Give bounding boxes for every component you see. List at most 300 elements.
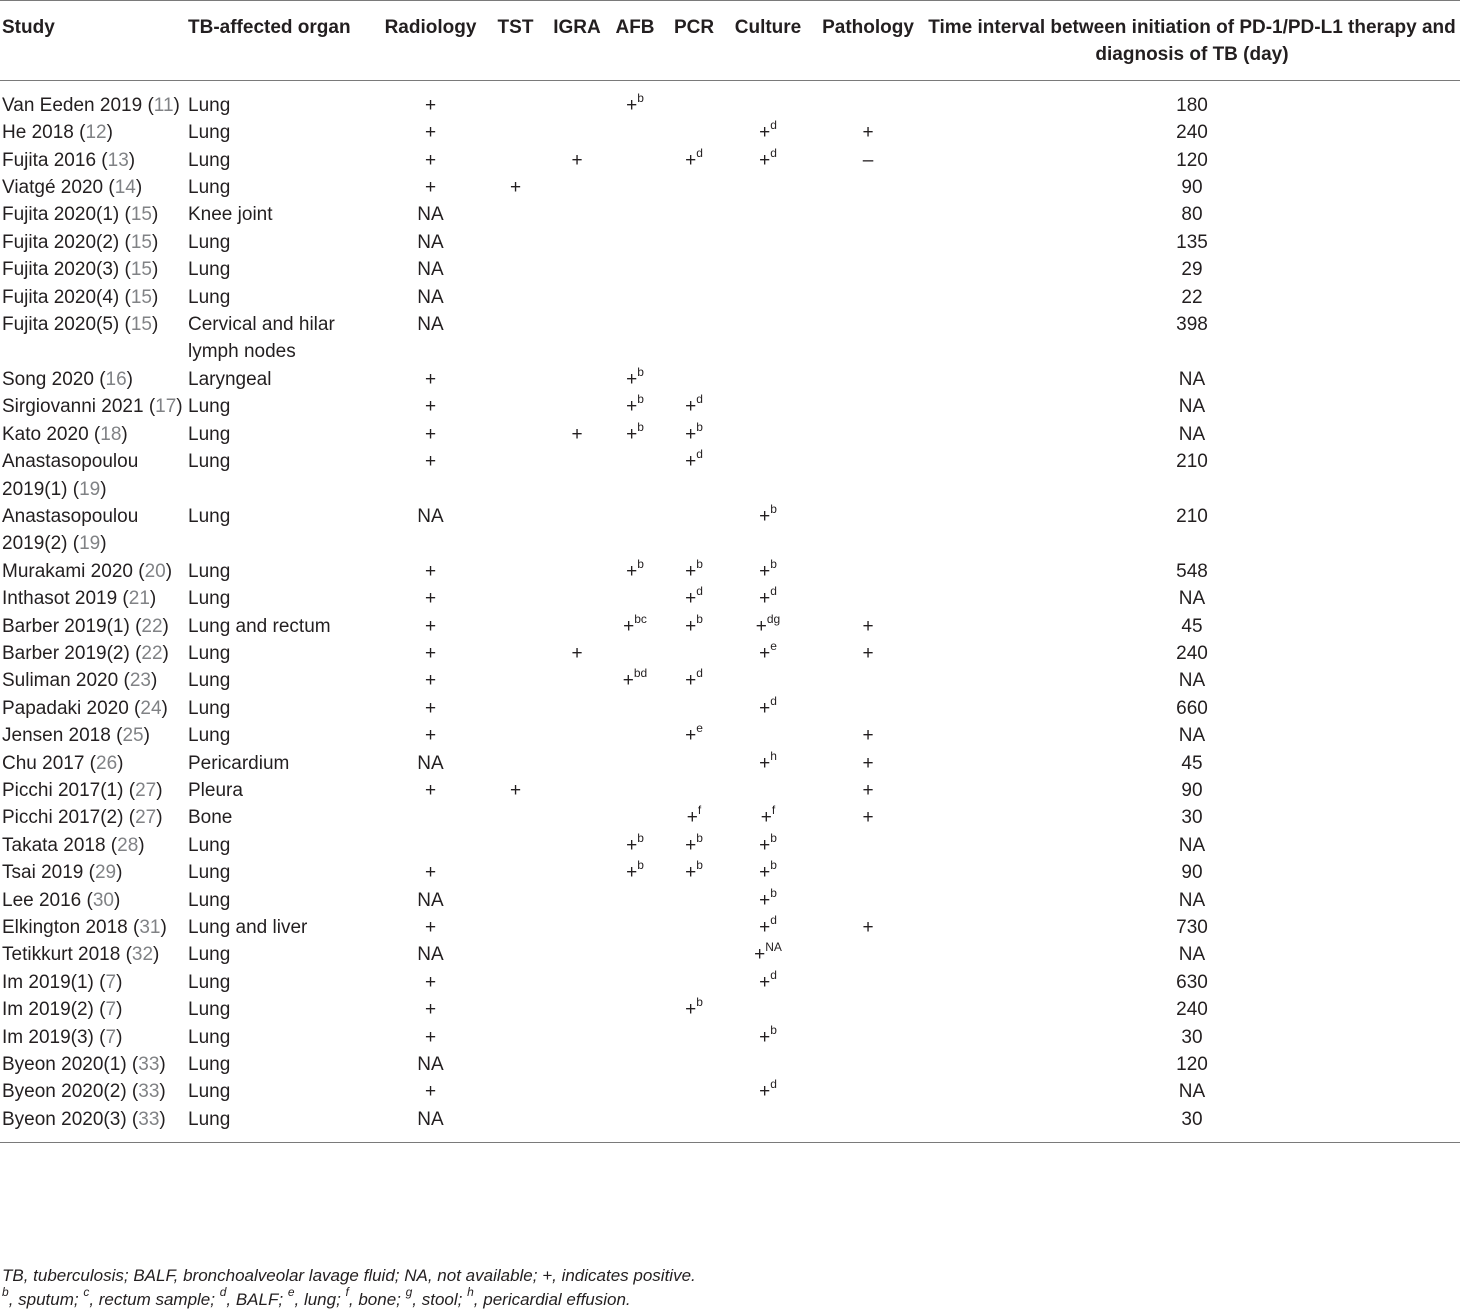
afb-cell	[606, 887, 664, 914]
pathology-cell	[812, 229, 924, 256]
afb-cell	[606, 777, 664, 804]
afb-cell-superscript: b	[637, 858, 644, 873]
afb-cell-value: +	[623, 615, 635, 637]
pathology-cell	[812, 448, 924, 503]
tst-cell	[483, 1078, 548, 1105]
pathology-cell	[812, 256, 924, 283]
afb-cell	[606, 832, 664, 859]
radiology-cell: +	[424, 999, 437, 1021]
tst-cell	[483, 859, 548, 886]
table-row	[0, 201, 1460, 228]
reference-number: 20	[144, 560, 166, 582]
pathology-cell	[812, 503, 924, 558]
culture-cell	[724, 421, 812, 448]
reference-number: 19	[79, 533, 101, 555]
radiology-cell: +	[424, 779, 437, 801]
time-interval-cell: 660	[1176, 697, 1208, 719]
tst-cell	[483, 667, 548, 694]
tst-cell	[483, 311, 548, 366]
radiology-cell: +	[424, 1081, 437, 1103]
culture-cell-value: +	[759, 697, 771, 719]
study-name: Barber 2019(1)	[2, 615, 130, 637]
radiology-cell: NA	[417, 204, 444, 226]
study-cell: Fujita 2020(5) (15)	[2, 314, 159, 336]
table-row	[0, 503, 1460, 558]
time-interval-cell: NA	[1178, 834, 1206, 856]
afb-cell	[606, 1051, 664, 1078]
time-interval-cell: 210	[1176, 451, 1208, 473]
pcr-cell	[664, 201, 724, 228]
afb-cell	[606, 667, 664, 694]
study-name: Fujita 2020(1)	[2, 204, 120, 226]
culture-cell	[724, 832, 812, 859]
time-interval-cell: 45	[1181, 615, 1203, 637]
igra-cell	[548, 1024, 606, 1051]
pcr-cell-value: +	[685, 588, 697, 610]
pathology-cell	[812, 585, 924, 612]
header-radiology: Radiology	[378, 1, 483, 81]
pcr-cell	[664, 969, 724, 996]
time-interval-cell: 548	[1176, 560, 1208, 582]
footnote-marker: f	[345, 1285, 349, 1299]
reference-number: 27	[135, 807, 157, 829]
pathology-cell	[812, 941, 924, 968]
radiology-cell: +	[424, 697, 437, 719]
organ-cell: Lung	[188, 177, 231, 199]
afb-cell-value: +	[626, 560, 638, 582]
afb-cell	[606, 147, 664, 174]
radiology-cell: NA	[417, 752, 444, 774]
pcr-cell-value: +	[685, 862, 697, 884]
table-row	[0, 1106, 1460, 1143]
pathology-cell	[812, 996, 924, 1023]
table-row	[0, 804, 1460, 831]
pcr-cell	[664, 914, 724, 941]
pcr-cell-superscript: d	[696, 666, 703, 681]
reference-number: 17	[155, 396, 177, 418]
afb-cell	[606, 393, 664, 420]
pathology-cell	[812, 201, 924, 228]
time-interval-cell: NA	[1178, 944, 1206, 966]
pcr-cell	[664, 613, 724, 640]
afb-cell	[606, 914, 664, 941]
afb-cell	[606, 503, 664, 558]
study-name: Sirgiovanni 2021	[2, 396, 144, 418]
culture-cell	[724, 667, 812, 694]
table-row	[0, 887, 1460, 914]
reference-number: 30	[92, 889, 114, 911]
reference-number: 18	[100, 423, 122, 445]
pcr-cell-superscript: d	[696, 584, 703, 599]
pathology-cell	[812, 1051, 924, 1078]
tst-cell	[483, 750, 548, 777]
reference-number: 33	[138, 1054, 160, 1076]
igra-cell	[548, 256, 606, 283]
organ-cell: Bone	[188, 807, 233, 829]
radiology-cell: +	[424, 642, 437, 664]
table-row	[0, 256, 1460, 283]
culture-cell-superscript: h	[770, 748, 777, 763]
culture-cell-value: +	[759, 505, 771, 527]
time-interval-cell: 398	[1176, 314, 1208, 336]
time-interval-cell: NA	[1178, 1081, 1206, 1103]
organ-cell: Lung and liver	[188, 917, 308, 938]
igra-cell	[548, 311, 606, 366]
study-name: Barber 2019(2)	[2, 642, 130, 664]
footnote-marker: g	[405, 1285, 413, 1299]
pcr-cell-superscript: b	[696, 858, 703, 873]
reference-number: 7	[105, 971, 117, 993]
culture-cell-value: +	[759, 642, 771, 664]
culture-cell	[724, 558, 812, 585]
study-cell: Papadaki 2020 (24)	[2, 697, 168, 719]
culture-cell-value: +	[759, 1081, 771, 1103]
igra-cell	[548, 750, 606, 777]
organ-cell: Lung	[188, 862, 231, 884]
culture-cell	[724, 366, 812, 393]
culture-cell	[724, 640, 812, 667]
organ-cell: Lung	[188, 423, 231, 445]
study-name: Suliman 2020	[2, 670, 119, 692]
culture-cell	[724, 1051, 812, 1078]
pathology-cell	[812, 366, 924, 393]
time-interval-cell: 730	[1176, 917, 1208, 938]
afb-cell	[606, 750, 664, 777]
culture-cell	[724, 448, 812, 503]
organ-cell: Lung	[188, 286, 231, 308]
afb-cell-superscript: bd	[633, 666, 648, 681]
radiology-cell: NA	[417, 505, 444, 527]
study-cell: Fujita 2020(2) (15)	[2, 231, 159, 253]
pcr-cell	[664, 804, 724, 831]
organ-cell: Lung	[188, 505, 231, 527]
culture-cell-value: +	[759, 862, 771, 884]
culture-cell	[724, 887, 812, 914]
culture-cell	[724, 1078, 812, 1105]
table-row	[0, 1078, 1460, 1105]
igra-cell	[548, 887, 606, 914]
table-row	[0, 640, 1460, 667]
pcr-cell	[664, 119, 724, 146]
pcr-cell-value: +	[685, 451, 697, 473]
organ-cell: Lung	[188, 1081, 231, 1103]
table-row	[0, 996, 1460, 1023]
pathology-cell	[812, 695, 924, 722]
culture-cell-superscript: d	[770, 693, 777, 708]
time-interval-cell: 30	[1181, 1026, 1203, 1048]
table-row	[0, 695, 1460, 722]
time-interval-cell: 30	[1181, 807, 1203, 829]
pcr-cell-value: +	[685, 396, 697, 418]
pathology-cell	[812, 1106, 924, 1143]
reference-number: 28	[117, 834, 139, 856]
pcr-cell	[664, 996, 724, 1023]
time-interval-cell: 45	[1181, 752, 1203, 774]
study-name: Takata 2018	[2, 834, 106, 856]
afb-cell	[606, 201, 664, 228]
pathology-cell: +	[862, 642, 874, 664]
pcr-cell	[664, 667, 724, 694]
reference-number: 33	[138, 1108, 160, 1130]
table-footnotes	[2, 1264, 696, 1312]
afb-cell	[606, 421, 664, 448]
culture-cell	[724, 859, 812, 886]
study-name: Lee 2016	[2, 889, 82, 911]
study-name: He 2018	[2, 122, 74, 144]
study-name: Picchi 2017(2)	[2, 807, 124, 829]
organ-cell: Lung	[188, 697, 231, 719]
time-interval-cell: 90	[1181, 177, 1203, 199]
pcr-cell-superscript: b	[696, 611, 703, 626]
culture-cell-value: +	[759, 917, 771, 938]
igra-cell	[548, 201, 606, 228]
organ-cell: Lung	[188, 231, 231, 253]
table-body	[0, 80, 1460, 1142]
afb-cell	[606, 640, 664, 667]
study-name: Papadaki 2020	[2, 697, 129, 719]
study-name: Byeon 2020(3)	[2, 1108, 127, 1130]
igra-cell	[548, 393, 606, 420]
radiology-cell: +	[424, 149, 437, 171]
table-row	[0, 832, 1460, 859]
afb-cell	[606, 366, 664, 393]
table-row	[0, 667, 1460, 694]
organ-cell: Lung	[188, 1054, 231, 1076]
tst-cell	[483, 941, 548, 968]
footnote-text: , BALF;	[226, 1290, 288, 1309]
header-study: Study	[0, 1, 188, 81]
time-interval-cell: 180	[1176, 94, 1208, 116]
study-name: Tsai 2019	[2, 862, 84, 884]
time-interval-cell: NA	[1178, 725, 1206, 747]
time-interval-cell: NA	[1178, 588, 1206, 610]
study-name: Murakami 2020	[2, 560, 133, 582]
pcr-cell	[664, 503, 724, 558]
table-row	[0, 119, 1460, 146]
pcr-cell	[664, 777, 724, 804]
afb-cell	[606, 941, 664, 968]
study-cell: Picchi 2017(2) (27)	[2, 807, 163, 829]
study-name: Fujita 2020(2)	[2, 231, 120, 253]
footnote-text: , bone;	[348, 1290, 406, 1309]
table-row	[0, 448, 1460, 503]
igra-cell	[548, 80, 606, 119]
pcr-cell-value: +	[685, 725, 697, 747]
afb-cell	[606, 229, 664, 256]
organ-cell: Lung	[188, 122, 231, 144]
culture-cell-superscript: b	[770, 885, 777, 900]
culture-cell-value: +	[759, 122, 771, 144]
footnote-marker: b	[2, 1285, 9, 1299]
header-igra: IGRA	[548, 1, 606, 81]
study-cell: Inthasot 2019 (21)	[2, 588, 157, 610]
time-interval-cell: NA	[1178, 396, 1206, 418]
culture-cell-value: +	[759, 889, 771, 911]
time-interval-cell: NA	[1178, 670, 1206, 692]
culture-cell-superscript: b	[770, 858, 777, 873]
time-interval-cell: NA	[1178, 423, 1206, 445]
pathology-cell: +	[862, 917, 874, 938]
radiology-cell: +	[424, 670, 437, 692]
radiology-cell: +	[424, 725, 437, 747]
culture-cell	[724, 777, 812, 804]
reference-number: 11	[153, 94, 174, 116]
culture-cell	[724, 284, 812, 311]
culture-cell	[724, 914, 812, 941]
reference-number: 15	[130, 231, 152, 253]
study-cell: Elkington 2018 (31)	[2, 917, 167, 938]
igra-cell	[548, 1106, 606, 1143]
footnote-text: , pericardial effusion.	[473, 1290, 631, 1309]
study-name: Byeon 2020(2)	[2, 1081, 127, 1103]
afb-cell	[606, 695, 664, 722]
radiology-cell: +	[424, 177, 437, 199]
study-name: Fujita 2020(3)	[2, 259, 120, 281]
study-name: Im 2019(2)	[2, 999, 94, 1021]
culture-cell	[724, 585, 812, 612]
pathology-cell	[812, 284, 924, 311]
afb-cell-superscript: b	[637, 830, 644, 845]
tst-cell	[483, 996, 548, 1023]
organ-cell: Lung	[188, 259, 231, 281]
pcr-cell	[664, 859, 724, 886]
study-name: Im 2019(3)	[2, 1026, 94, 1048]
afb-cell-superscript: b	[637, 556, 644, 571]
pcr-cell-value: +	[685, 615, 697, 637]
afb-cell	[606, 174, 664, 201]
pcr-cell-value: +	[685, 999, 697, 1021]
footnote-text: , sputum;	[8, 1290, 84, 1309]
organ-cell: Lung	[188, 944, 231, 966]
culture-cell-value: +	[759, 1026, 771, 1048]
pathology-cell: +	[862, 752, 874, 774]
header-pathology: Pathology	[812, 1, 924, 81]
footnote-marker: c	[83, 1285, 90, 1299]
organ-cell: Lung and rectum	[188, 615, 331, 637]
radiology-cell: +	[424, 560, 437, 582]
culture-cell	[724, 174, 812, 201]
study-cell: Sirgiovanni 2021 (17)	[2, 396, 183, 418]
organ-cell: Lung	[188, 451, 231, 473]
tst-cell: +	[509, 177, 522, 199]
pcr-cell	[664, 832, 724, 859]
tst-cell	[483, 804, 548, 831]
pcr-cell-value: +	[685, 670, 697, 692]
pcr-cell	[664, 640, 724, 667]
study-cell: Song 2020 (16)	[2, 368, 133, 390]
pcr-cell	[664, 256, 724, 283]
tst-cell	[483, 284, 548, 311]
table-row	[0, 147, 1460, 174]
afb-cell	[606, 613, 664, 640]
organ-cell: Cervical and hilar lymph nodes	[188, 314, 335, 363]
organ-cell: Lung	[188, 999, 231, 1021]
igra-cell	[548, 448, 606, 503]
radiology-cell: +	[424, 368, 437, 390]
pcr-cell	[664, 174, 724, 201]
pcr-cell-value: +	[685, 834, 697, 856]
pcr-cell-value: +	[686, 807, 698, 829]
culture-cell	[724, 804, 812, 831]
radiology-cell: +	[424, 615, 437, 637]
reference-number: 25	[122, 725, 144, 747]
pathology-cell	[812, 887, 924, 914]
organ-cell: Lung	[188, 725, 231, 747]
culture-cell-value: +	[759, 971, 771, 993]
afb-cell	[606, 256, 664, 283]
afb-cell	[606, 969, 664, 996]
study-name: Jensen 2018	[2, 725, 111, 747]
radiology-cell	[378, 804, 483, 831]
igra-cell	[548, 558, 606, 585]
pathology-cell	[812, 1078, 924, 1105]
culture-cell	[724, 256, 812, 283]
afb-cell-superscript: b	[637, 90, 644, 105]
pathology-cell	[812, 832, 924, 859]
pathology-cell: +	[862, 779, 874, 801]
study-cell: Barber 2019(1) (22)	[2, 615, 169, 637]
organ-cell: Lung	[188, 889, 231, 911]
study-name: Fujita 2020(5)	[2, 314, 120, 336]
study-cell: Im 2019(2) (7)	[2, 999, 123, 1021]
afb-cell	[606, 311, 664, 366]
table-row	[0, 585, 1460, 612]
organ-cell: Lung	[188, 588, 231, 610]
study-name: Byeon 2020(1)	[2, 1054, 127, 1076]
organ-cell: Lung	[188, 94, 231, 116]
culture-cell-superscript: d	[770, 913, 777, 927]
reference-number: 22	[141, 615, 163, 637]
igra-cell	[548, 585, 606, 612]
pcr-cell	[664, 421, 724, 448]
time-interval-cell: 30	[1181, 1108, 1203, 1130]
study-cell: Fujita 2020(1) (15)	[2, 204, 159, 226]
organ-cell: Lung	[188, 560, 231, 582]
tst-cell	[483, 448, 548, 503]
culture-cell-value: +	[755, 615, 767, 637]
organ-cell: Lung	[188, 149, 231, 171]
study-name: Anastasopoulou 2019(1)	[2, 451, 139, 500]
culture-cell-value: +	[759, 149, 771, 171]
pcr-cell	[664, 887, 724, 914]
study-cell: Takata 2018 (28)	[2, 834, 145, 856]
pcr-cell-superscript: b	[696, 995, 703, 1010]
pcr-cell	[664, 229, 724, 256]
radiology-cell: NA	[417, 944, 444, 966]
study-cell: Im 2019(3) (7)	[2, 1026, 123, 1048]
footnote-text: , rectum sample;	[89, 1290, 220, 1309]
culture-cell-superscript: dg	[766, 611, 781, 626]
table-row	[0, 941, 1460, 968]
afb-cell	[606, 804, 664, 831]
radiology-cell: NA	[417, 889, 444, 911]
organ-cell: Knee joint	[188, 204, 273, 226]
afb-cell	[606, 1106, 664, 1143]
igra-cell	[548, 996, 606, 1023]
table-row	[0, 284, 1460, 311]
organ-cell: Pericardium	[188, 752, 290, 774]
reference-number: 16	[105, 368, 127, 390]
header-pcr: PCR	[664, 1, 724, 81]
study-cell: Im 2019(1) (7)	[2, 971, 123, 993]
pcr-cell-value: +	[685, 149, 697, 171]
culture-cell	[724, 311, 812, 366]
study-name: Inthasot 2019	[2, 588, 118, 610]
pcr-cell	[664, 695, 724, 722]
study-name: Picchi 2017(1)	[2, 779, 124, 801]
igra-cell	[548, 804, 606, 831]
culture-cell-value: +	[754, 944, 766, 966]
